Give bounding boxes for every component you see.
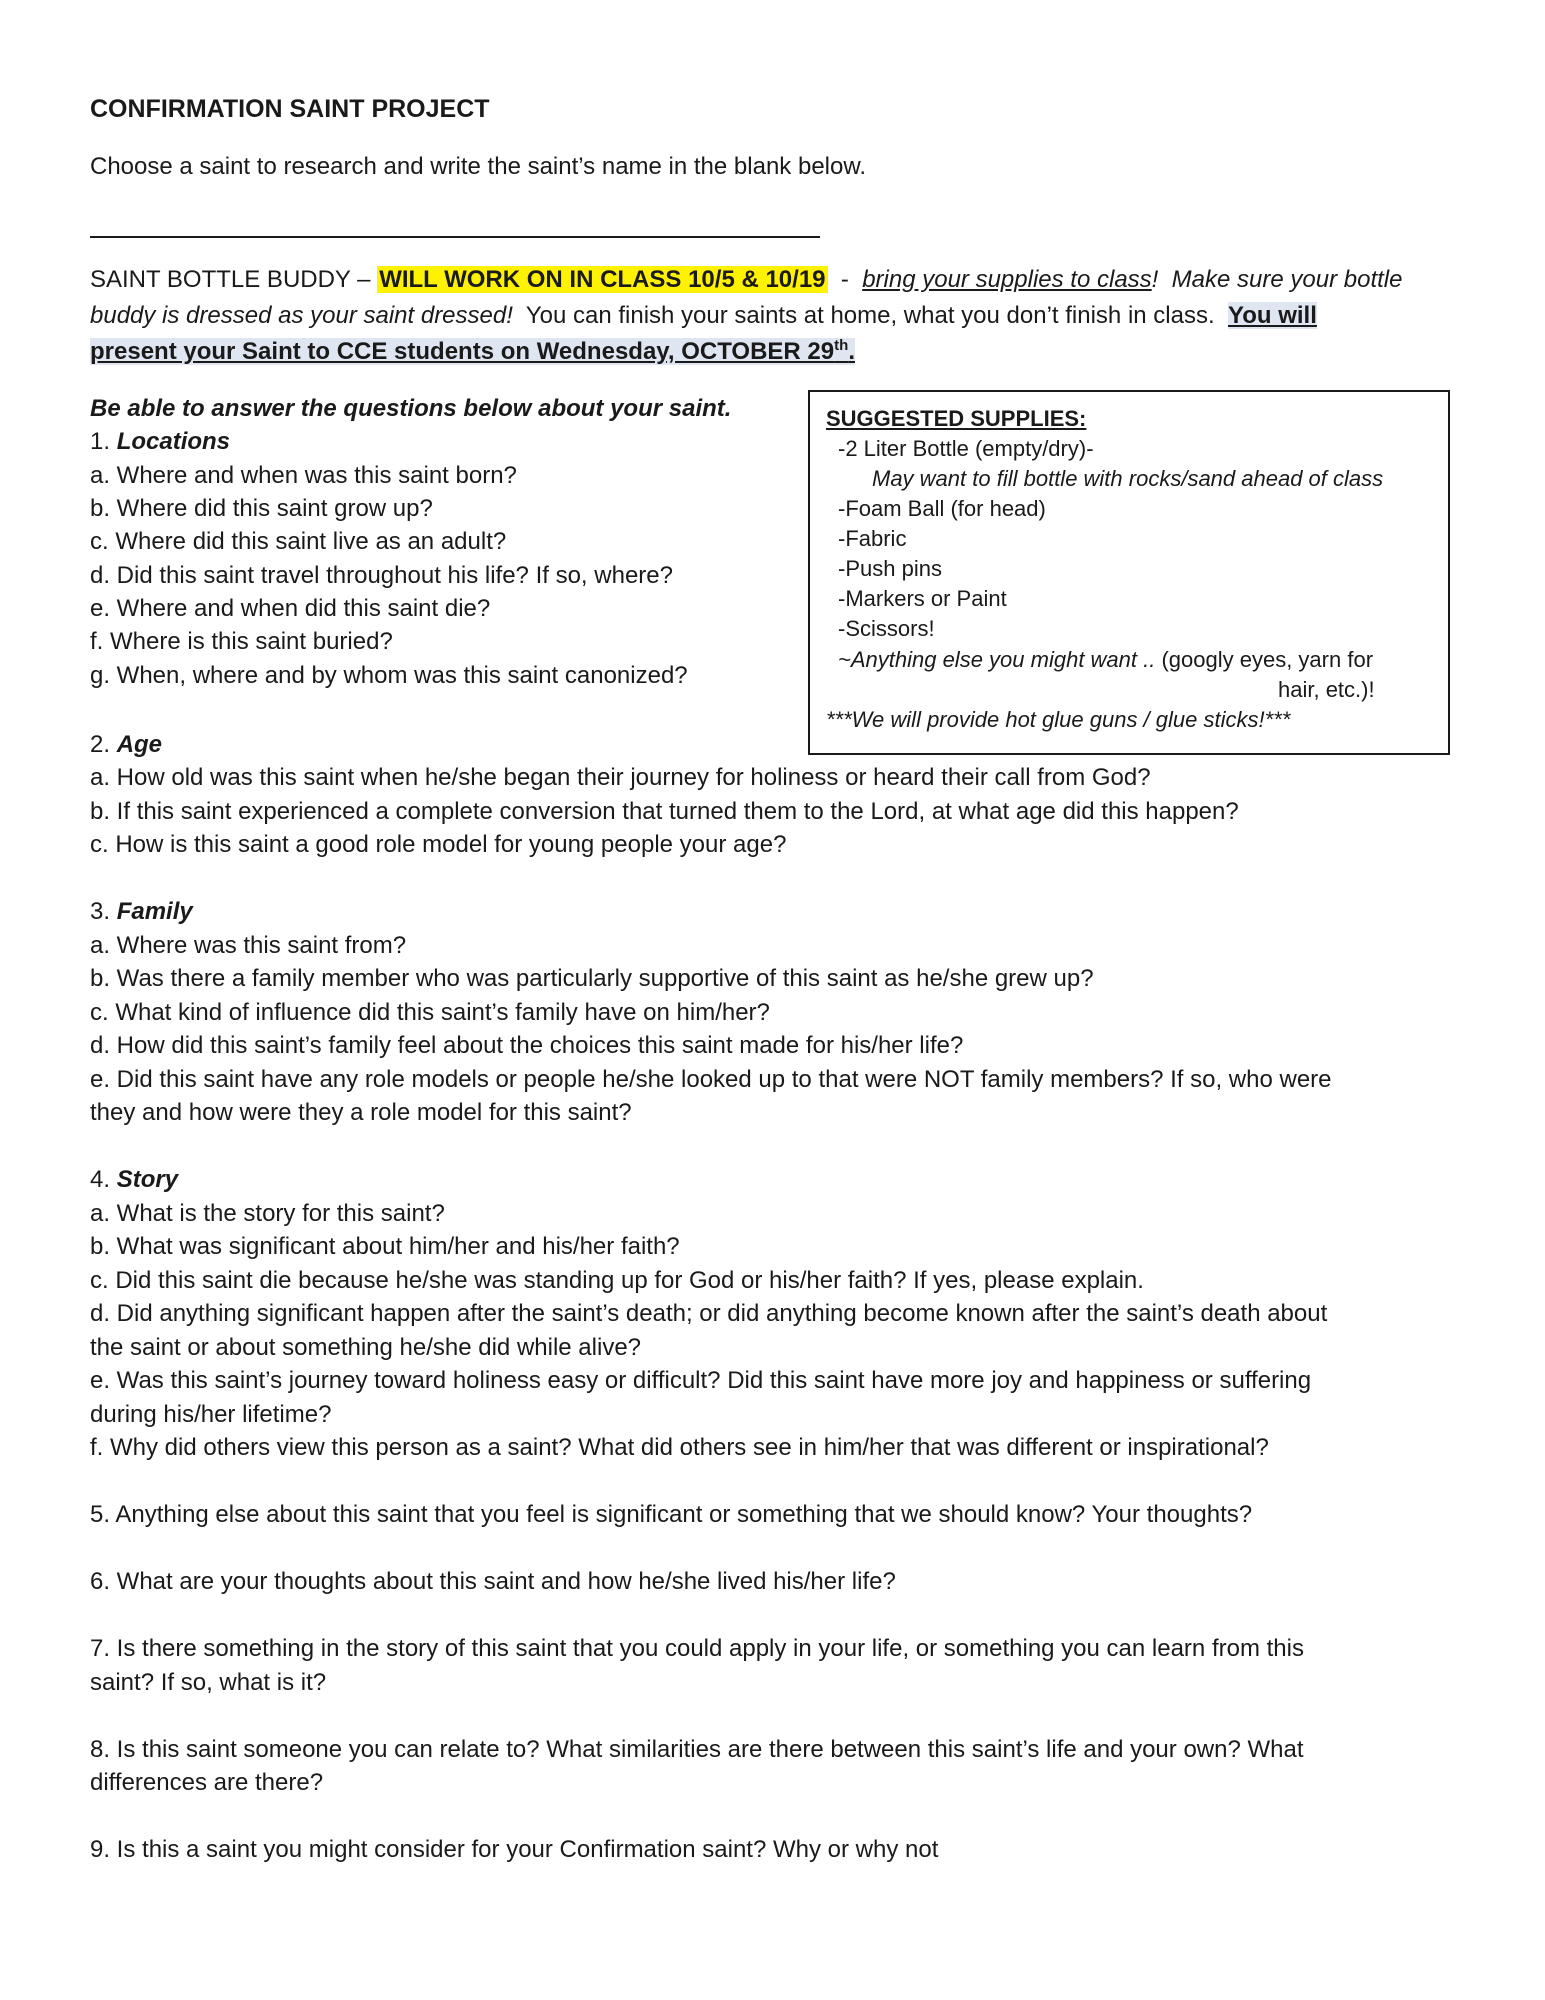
intro-text: Choose a saint to research and write the saint’s name in the blank below.: [90, 153, 867, 180]
section-story-heading: 4. Story: [90, 1166, 179, 1193]
question-item: c. Did this saint die because he/she was standing up for God or his/her faith? If yes, please explain.: [90, 1267, 1144, 1294]
question-item: a. How old was this saint when he/she began their journey for holiness or heard their call from God?: [90, 764, 1151, 791]
question-6: 6. What are your thoughts about this saint and how he/she lived his/her life?: [90, 1568, 896, 1595]
glue-note: ***We will provide hot glue guns / glue sticks!***: [826, 707, 1291, 732]
suggested-supplies-box: [808, 390, 1450, 755]
bottle-buddy-line-3: [90, 335, 855, 369]
dress-instruction: buddy is dressed as your saint dressed!: [90, 302, 513, 329]
bottle-instruction: ! Make sure your bottle: [1151, 266, 1403, 293]
question-7-cont: saint? If so, what is it?: [90, 1669, 327, 1696]
question-item: they and how were they a role model for this saint?: [90, 1099, 632, 1126]
question-item: during his/her lifetime?: [90, 1401, 332, 1428]
supply-item: -Foam Ball (for head): [838, 496, 1046, 521]
saint-name-blank: [90, 236, 820, 238]
section-locations-heading: 1. Locations: [90, 428, 231, 455]
question-item: b. What was significant about him/her and his/her faith?: [90, 1233, 680, 1260]
supply-item: -2 Liter Bottle (empty/dry)-: [838, 436, 1094, 461]
question-item: g. When, where and by whom was this saint canonized?: [90, 662, 688, 689]
question-9: 9. Is this a saint you might consider for your Confirmation saint? Why or why not: [90, 1836, 939, 1863]
bottle-buddy-label: SAINT BOTTLE BUDDY –: [90, 266, 371, 293]
question-item: d. Did this saint travel throughout his life? If so, where?: [90, 562, 673, 589]
class-dates-highlight: WILL WORK ON IN CLASS 10/5 & 10/19: [379, 266, 826, 293]
question-item: c. What kind of influence did this saint’s family have on him/her?: [90, 999, 770, 1026]
question-item: a. Where and when was this saint born?: [90, 462, 517, 489]
question-item: a. Where was this saint from?: [90, 932, 407, 959]
supplies-reminder: bring your supplies to class: [862, 266, 1152, 293]
presentation-note-start: You will: [1227, 302, 1317, 329]
supply-anything-else-cont: hair, etc.)!: [1278, 677, 1375, 702]
question-8-cont: differences are there?: [90, 1769, 324, 1796]
supply-item: -Fabric: [838, 526, 907, 551]
supply-anything-else: ~Anything else you might want .. (googly eyes, yarn for: [838, 647, 1374, 672]
question-item: d. Did anything significant happen after the saint’s death; or did anything become known after the saint’s death about: [90, 1300, 1328, 1327]
question-item: c. How is this saint a good role model for young people your age?: [90, 831, 787, 858]
question-7: 7. Is there something in the story of this saint that you could apply in your life, or something you can learn from this: [90, 1635, 1304, 1662]
supply-item: -Markers or Paint: [838, 586, 1007, 611]
finish-at-home-text: You can finish your saints at home, what you don’t finish in class.: [512, 302, 1228, 329]
presentation-date: present your Saint to CCE students on Wednesday, OCTOBER 29th.: [90, 337, 855, 365]
question-item: the saint or about something he/she did while alive?: [90, 1334, 642, 1361]
question-item: e. Was this saint’s journey toward holiness easy or difficult? Did this saint have more joy and happiness or suffering: [90, 1367, 1312, 1394]
supply-note: May want to fill bottle with rocks/sand ahead of class: [872, 466, 1384, 491]
question-item: a. What is the story for this saint?: [90, 1200, 445, 1227]
supply-item: -Scissors!: [838, 616, 935, 641]
question-item: c. Where did this saint live as an adult?: [90, 528, 507, 555]
instructions-heading: Be able to answer the questions below about your saint.: [90, 395, 732, 422]
bottle-buddy-line-1: [90, 263, 1402, 297]
question-item: b. If this saint experienced a complete conversion that turned them to the Lord, at what age did this happen?: [90, 798, 1239, 825]
section-family-heading: 3. Family: [90, 898, 193, 925]
question-item: b. Was there a family member who was particularly supportive of this saint as he/she grew up?: [90, 965, 1094, 992]
question-item: d. How did this saint’s family feel about the choices this saint made for his/her life?: [90, 1032, 964, 1059]
section-age-heading: 2. Age: [90, 731, 163, 758]
question-item: f. Why did others view this person as a saint? What did others see in him/her that was different or inspirational?: [90, 1434, 1269, 1461]
separator: -: [827, 266, 863, 293]
question-8: 8. Is this saint someone you can relate to? What similarities are there between this saint’s life and your own? What: [90, 1736, 1304, 1763]
question-item: f. Where is this saint buried?: [90, 628, 393, 655]
bottle-buddy-line-2: [90, 299, 1317, 333]
question-5: 5. Anything else about this saint that you feel is significant or something that we should know? Your thoughts?: [90, 1501, 1253, 1528]
question-item: e. Where and when did this saint die?: [90, 595, 491, 622]
page-title: CONFIRMATION SAINT PROJECT: [90, 95, 490, 123]
supplies-heading: SUGGESTED SUPPLIES:: [826, 406, 1087, 431]
supply-item: -Push pins: [838, 556, 942, 581]
question-item: e. Did this saint have any role models or people he/she looked up to that were NOT family members? If so, who were: [90, 1066, 1332, 1093]
question-item: b. Where did this saint grow up?: [90, 495, 433, 522]
